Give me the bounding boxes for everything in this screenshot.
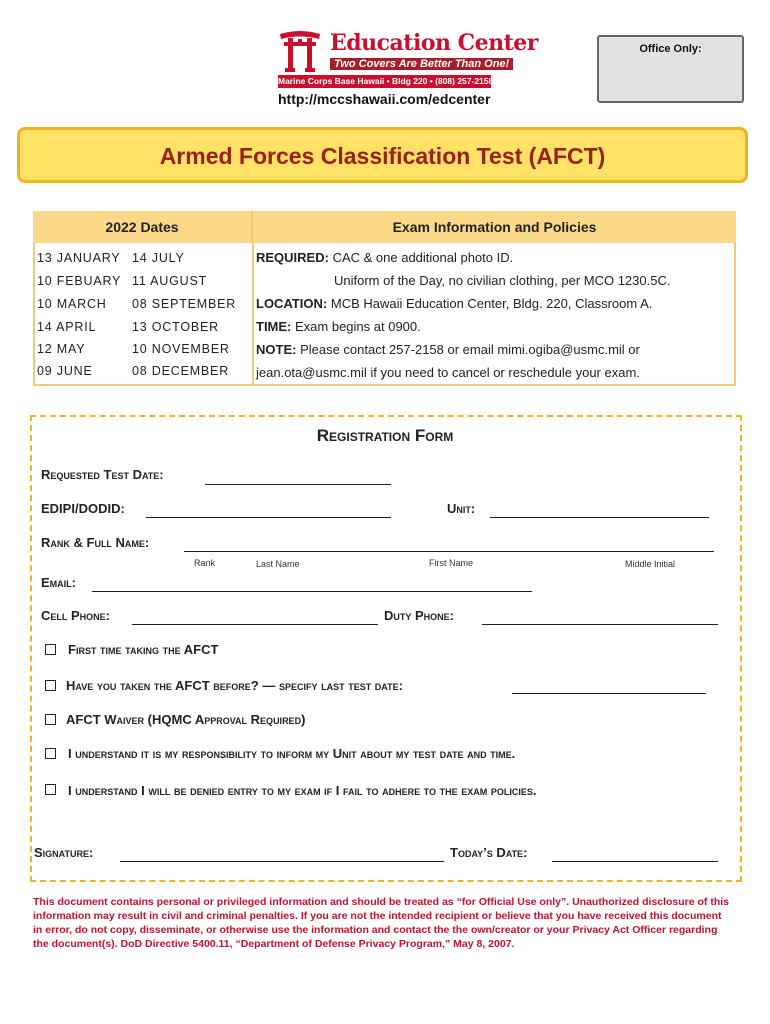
privacy-disclaimer: This document contains personal or privileged information and should be treated as “for Official Use only”. Unauthorized disclosure of this information may result in civil and criminal penalties. If you are not the intended recipient or believe that you have received this document in error, do not copy, disseminate, or otherwise use the information and contact the the own/creator or your Privacy Act Officer regarding the document(s). DoD Directive 5400.11, “Department of Defense Privacy Program,” May 8, 2007. — [33, 896, 730, 950]
policy-text: CAC & one additional photo ID. — [328, 250, 514, 265]
unit-field[interactable] — [490, 517, 709, 518]
website-url: http://mccshawaii.com/edcenter — [278, 91, 491, 107]
date-item: 13 OCTOBER — [132, 320, 219, 334]
cell-phone-field[interactable] — [132, 624, 378, 625]
policy-text: Exam begins at 0900. — [291, 319, 421, 334]
policy-location — [256, 296, 652, 311]
sub-label-first-name: First Name — [429, 558, 474, 568]
policy-label: REQUIRED: — [256, 250, 329, 265]
email-label: Email: — [41, 575, 76, 590]
duty-phone-field[interactable] — [482, 624, 718, 625]
edipi-label: EDIPI/DODID: — [41, 501, 125, 516]
office-only-box — [597, 35, 744, 103]
first-time-checkbox[interactable] — [45, 644, 56, 655]
page-title: Armed Forces Classification Test (AFCT) — [159, 143, 606, 169]
taken-before-checkbox[interactable] — [45, 680, 56, 691]
policy-required — [256, 250, 513, 265]
sub-label-middle-initial: Middle Initial — [625, 559, 676, 569]
requested-date-label: Requested Test Date: — [41, 467, 164, 482]
todays-date-field[interactable] — [552, 861, 718, 862]
sub-label-rank: Rank — [194, 558, 216, 568]
date-item: 13 JANUARY — [37, 251, 121, 265]
logo-title: Education Center — [330, 30, 538, 56]
policy-label: NOTE: — [256, 342, 297, 357]
unit-label: Unit: — [447, 501, 476, 516]
date-item: 10 NOVEMBER — [132, 342, 230, 356]
office-only-label: Office Only: — [639, 43, 702, 55]
denied-entry-label: I understand I will be denied entry to my exam if I fail to adhere to the exam policies. — [68, 783, 537, 798]
policy-note — [256, 342, 640, 357]
date-item: 10 FEBUARY — [37, 274, 122, 288]
cell-phone-label: Cell Phone: — [41, 608, 111, 623]
policy-label: TIME: — [256, 319, 292, 334]
edipi-field[interactable] — [146, 517, 391, 518]
duty-phone-label: Duty Phone: — [384, 608, 455, 623]
waiver-checkbox[interactable] — [45, 714, 56, 725]
policy-label: LOCATION: — [256, 296, 328, 311]
last-test-date-field[interactable] — [512, 693, 706, 694]
unit-responsibility-checkbox[interactable] — [45, 748, 56, 759]
rank-name-field[interactable] — [184, 551, 714, 552]
denied-entry-checkbox[interactable] — [45, 784, 56, 795]
signature-field[interactable] — [120, 861, 444, 862]
date-item: 14 JULY — [132, 251, 185, 265]
title-banner — [17, 127, 748, 183]
table-divider — [252, 243, 254, 386]
date-item: 10 MARCH — [37, 297, 107, 311]
policy-time — [256, 319, 421, 334]
signature-label: Signature: — [34, 845, 94, 860]
policy-text: Please contact 257-2158 or email mimi.ogiba@usmc.mil or — [296, 342, 640, 357]
waiver-label: AFCT Waiver (HQMC Approval Required) — [66, 712, 306, 727]
email-field[interactable] — [92, 591, 532, 592]
taken-before-label: Have you taken the AFCT before? — specify last test date: — [66, 678, 403, 693]
date-item: 08 DECEMBER — [132, 364, 230, 378]
logo-tagline: Two Covers Are Better Than One! — [330, 58, 513, 70]
policy-note-cont: jean.ota@usmc.mil if you need to cancel or reschedule your exam. — [256, 365, 640, 380]
date-item: 08 SEPTEMBER — [132, 297, 237, 311]
unit-responsibility-label: I understand it is my responsibility to inform my Unit about my test date and time. — [68, 746, 516, 761]
todays-date-label: Today’s Date: — [450, 845, 528, 860]
torii-gate-logo-icon — [279, 29, 321, 73]
rank-name-label: Rank & Full Name: — [41, 535, 150, 550]
first-time-label: First time taking the AFCT — [68, 642, 219, 657]
date-item: 09 JUNE — [37, 364, 93, 378]
dates-header: 2022 Dates — [33, 211, 253, 243]
date-item: 12 MAY — [37, 342, 86, 356]
date-item: 11 AUGUST — [132, 274, 208, 288]
sub-label-last-name: Last Name — [256, 559, 300, 569]
requested-date-field[interactable] — [205, 484, 391, 485]
date-item: 14 APRIL — [37, 320, 97, 334]
logo-address: Marine Corps Base Hawaii • Bldg 220 • (808) 257-2158 — [278, 76, 494, 86]
policy-uniform: Uniform of the Day, no civilian clothing, per MCO 1230.5C. — [334, 273, 671, 288]
policy-text: MCB Hawaii Education Center, Bldg. 220, Classroom A. — [327, 296, 653, 311]
info-header: Exam Information and Policies — [253, 211, 736, 243]
form-title: Registration Form — [316, 426, 454, 445]
